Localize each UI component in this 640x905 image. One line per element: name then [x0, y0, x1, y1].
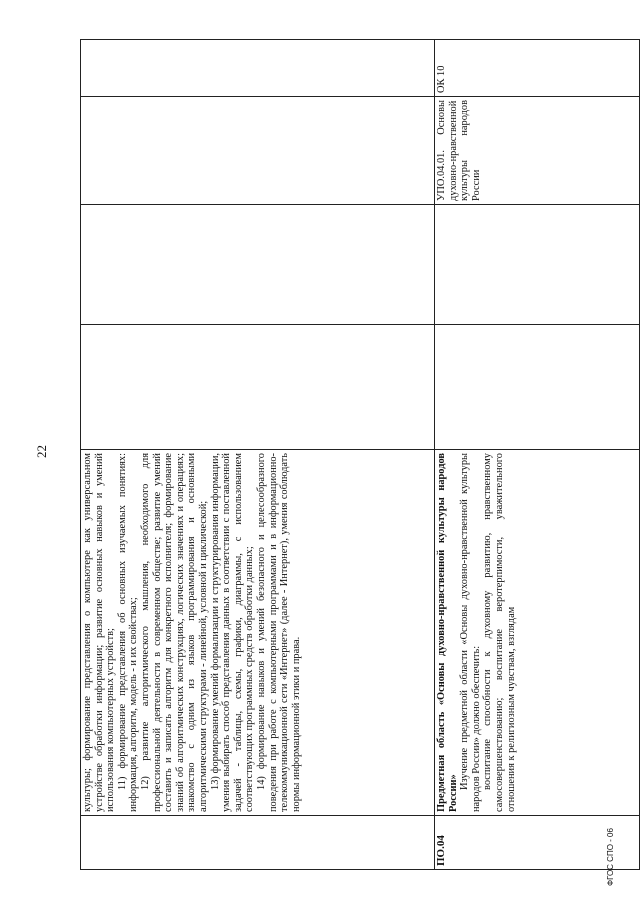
content-paragraph: 14) формирование навыков и умений безопасного и целесообразного поведения при работе с компьютерными программами и в информационно-телекоммуникационной сети «Интернет» (далее - Интернет), умения соблюдать нормы информационной этики и права. — [255, 453, 302, 812]
content-paragraph: 12) развитие алгоритмического мышления, необходимого для профессиональной деятельности в современном обществе; развитие умений составить и записать алгоритм для конкретного исполнителя; формирование знаний об алгоритмических конструкциях, логических значениях и операциях; знакомство с одним из языков программирования и основными алгоритмическими структурами - линейной, условной и циклической; — [139, 453, 209, 812]
standards-table — [80, 39, 640, 870]
content-paragraph: 13) формирование умений формализации и структурирования информации, умения выбирать способ представления данных в соответствии с поставленной задачей - таблицы, схемы, графики, диаграммы, с использованием соответствующих программных средств обработки данных; — [209, 453, 256, 812]
row-content-cell — [435, 450, 640, 816]
competence-cell: ОК 10 — [435, 40, 640, 97]
content-paragraph: воспитание способности к духовному развитию, нравственному самосовершенствованию; воспитание веротерпимости, уважительного отношения к религиозным чувствам, взглядам — [482, 453, 517, 812]
discipline-cell — [81, 97, 435, 205]
content-paragraph: культуры; формирование представления о компьютере как универсальном устройстве обработки информации; развитие основных навыков и умений использования компьютерных устройств; — [82, 453, 117, 812]
content-paragraph: Изучение предметной области «Основы духовно-нравственной культуры народов России» должно обеспечить: — [459, 453, 482, 812]
empty-cell — [435, 325, 640, 450]
row-code-cell — [81, 816, 435, 870]
empty-cell — [435, 205, 640, 325]
table-row — [435, 40, 640, 870]
row-code-cell: ПО.04 — [435, 816, 640, 870]
rotated-table-wrapper — [80, 40, 640, 870]
discipline-cell: УПО.04.01. Основы духовно-нравственной культуры народов России — [435, 97, 640, 205]
page-number: 22 — [34, 445, 49, 458]
content-title: Предметная область «Основы духовно-нравственной культуры народов России» — [436, 453, 459, 812]
empty-cell — [81, 325, 435, 450]
row-content-cell — [81, 450, 435, 816]
content-paragraph: 11) формирование представления об основных изучаемых понятиях: информация, алгоритм, модель - и их свойствах; — [116, 453, 140, 812]
table-row — [81, 40, 435, 870]
empty-cell — [81, 205, 435, 325]
competence-cell — [81, 40, 435, 97]
footer-code: ФГОС СПО - 06 — [606, 828, 615, 886]
